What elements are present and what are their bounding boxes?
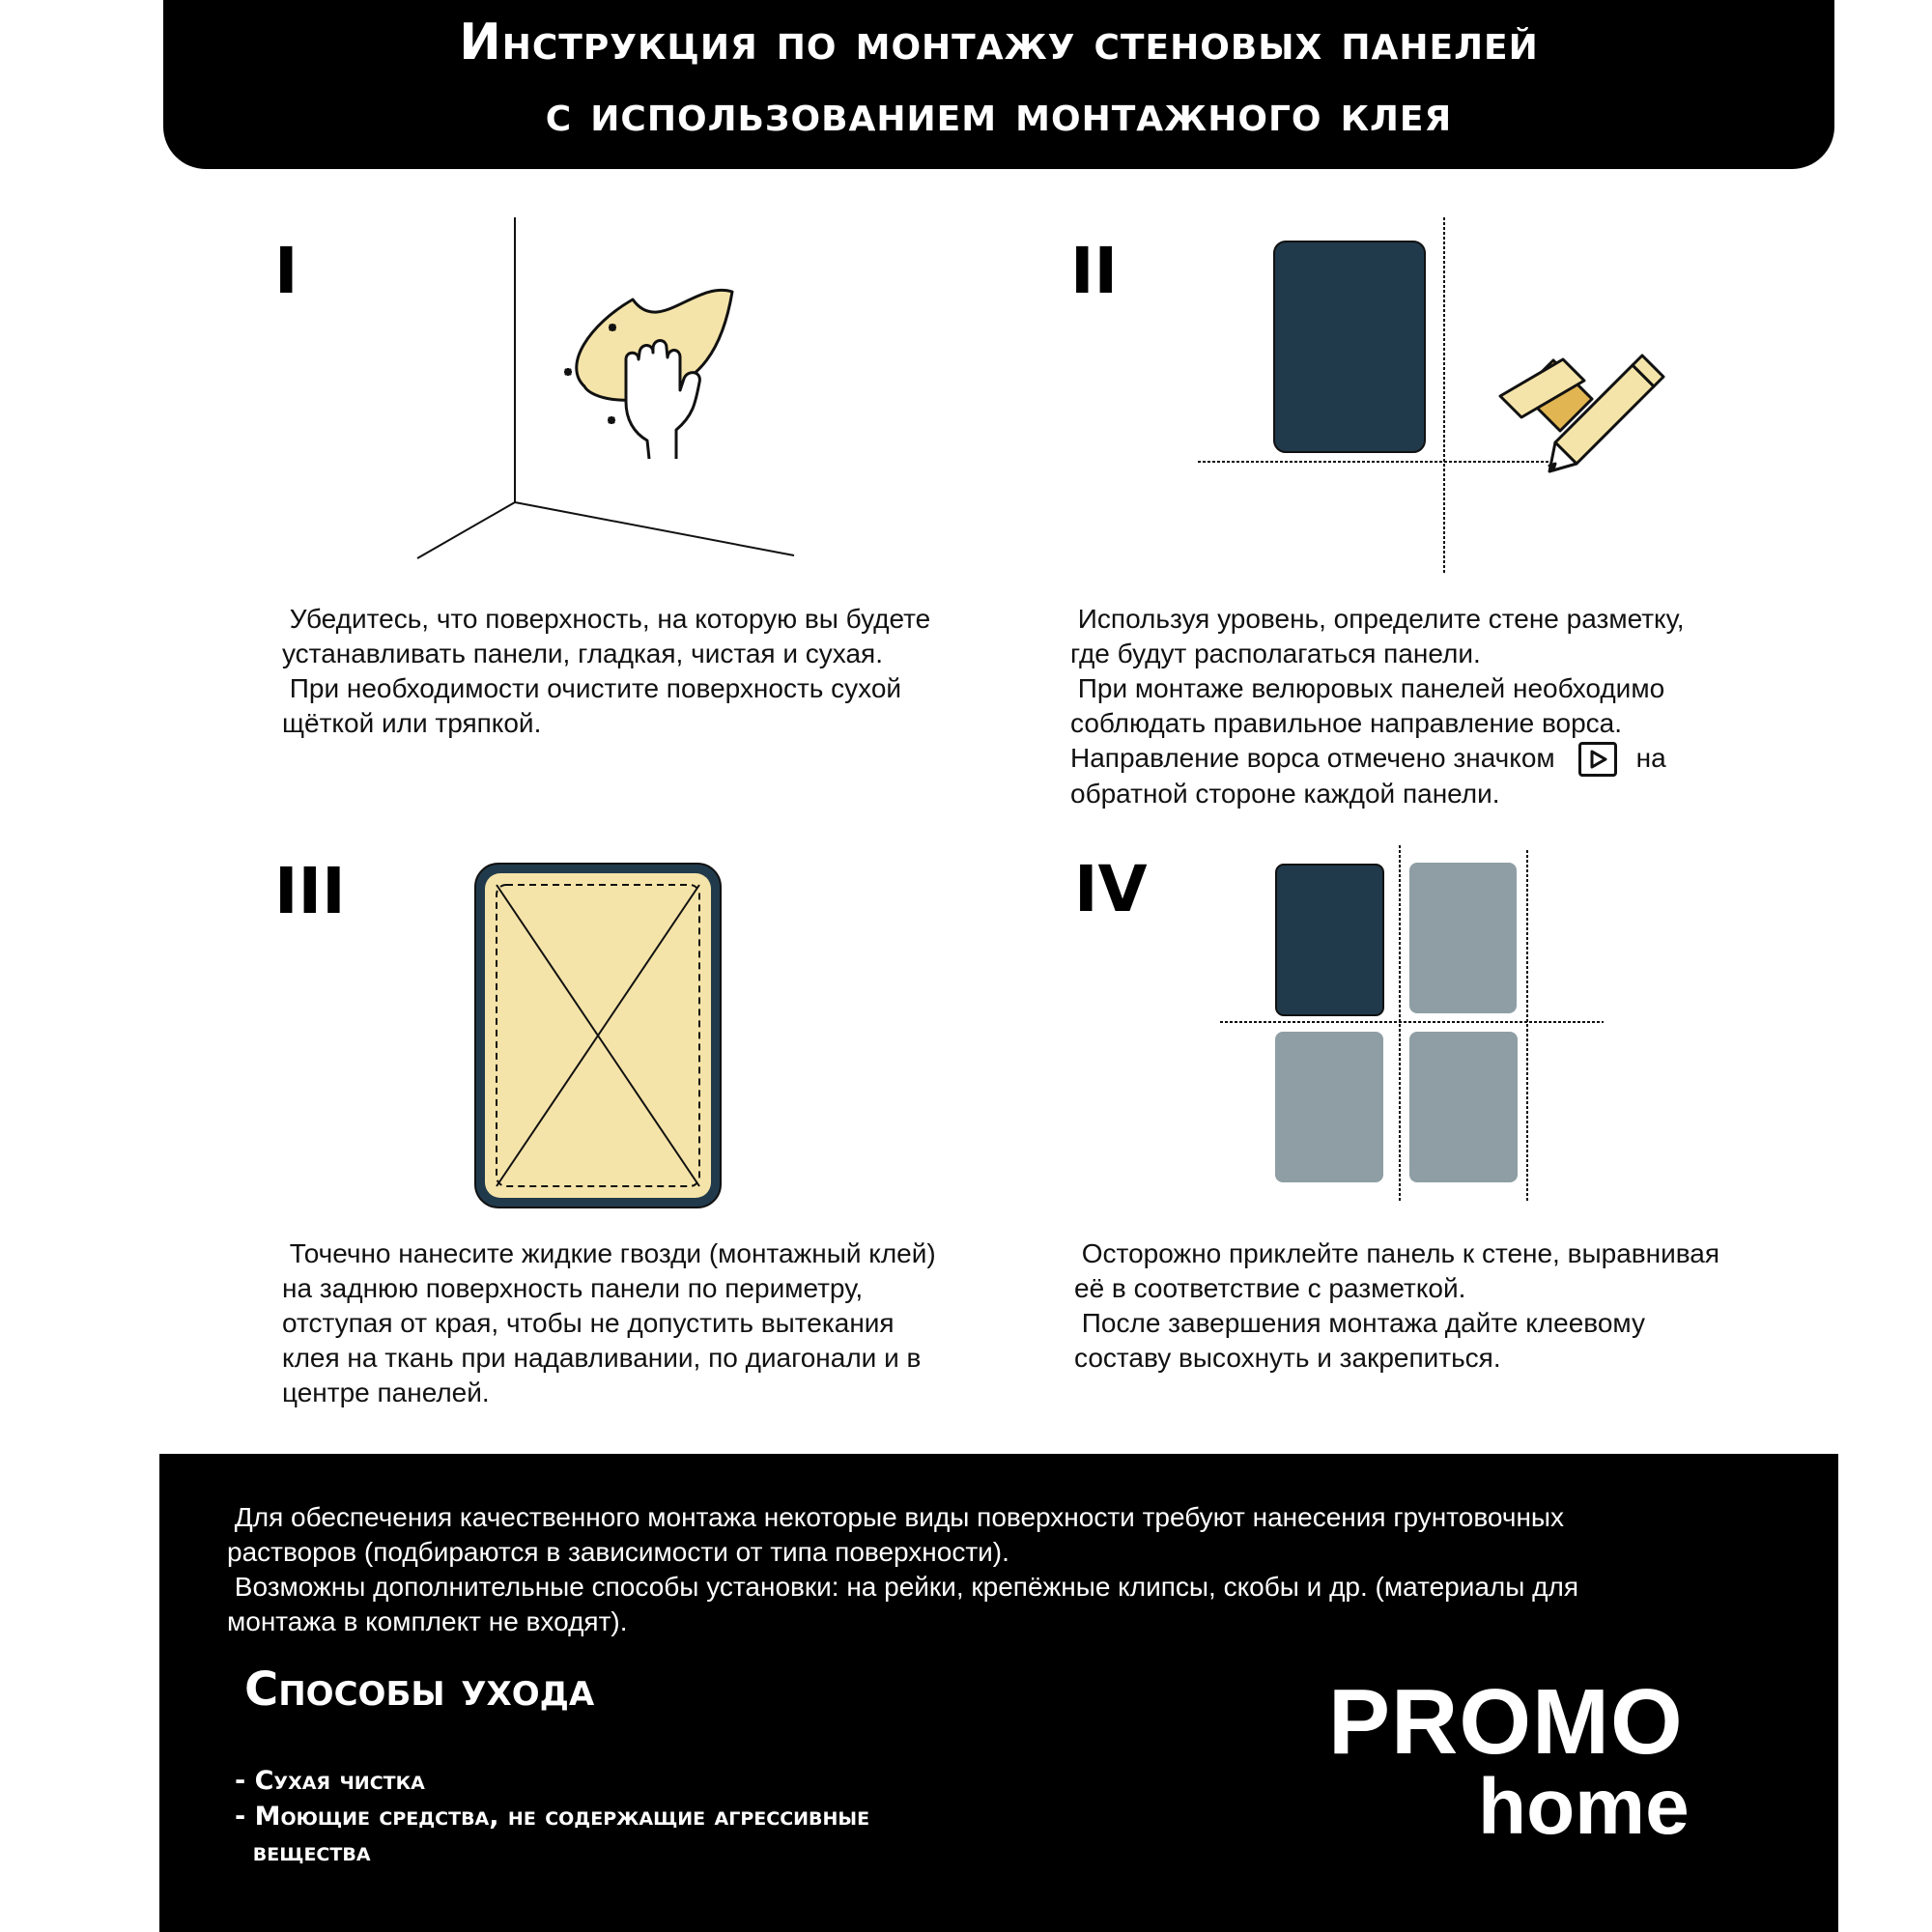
step-1-text: Убедитесь, что поверхность, на которую вы будете устанавливать панели, гладкая, чистая и сухая. При необходимости очистите поверхность сухой щёткой или тряпкой. (282, 604, 931, 738)
footer-panel (159, 1454, 1838, 1932)
pending-panel (1409, 863, 1517, 1013)
header-banner (163, 0, 1834, 169)
cleaning-cloth-icon (577, 290, 732, 459)
brand-logo-home: home (1478, 1763, 1690, 1851)
page-title-line-2: с использованием монтажного клея (545, 85, 1453, 143)
step-3-text: Точечно нанесите жидкие гвозди (монтажный клей) на заднюю поверхность панели по периметру, отступая от края, чтобы не допустить вытекания клея на ткань при надавливании, по диагонали и в центре панелей. (282, 1238, 936, 1407)
pile-direction-icon (1578, 742, 1617, 777)
step-1-numeral: I (274, 234, 298, 308)
step-2-text-tail: на обратной стороне каждой панели. (1070, 743, 1666, 809)
step-2-numeral: II (1070, 234, 1119, 308)
pencil-icon (1549, 355, 1663, 471)
page-title-line-1: Инструкция по монтажу стеновых панелей (459, 14, 1539, 71)
step-2-text (1070, 602, 1685, 811)
step-4-illustration (1217, 840, 1613, 1208)
panel-shape (1274, 242, 1425, 452)
pending-panel (1275, 1032, 1383, 1182)
pending-panel (1409, 1032, 1518, 1182)
step-2-text-main: Используя уровень, определите стене разметку, где будут располагаться панели. При монтаже велюровых панелей необходимо соблюдать правильное направление ворса. Направление ворса отмечено значком (1070, 604, 1685, 773)
installed-panel (1276, 865, 1383, 1015)
step-4-text: Осторожно приклейте панель к стене, выравнивая её в соответствие с разметкой. После завершения монтажа дайте клеевому составу высохнуть и закрепиться. (1074, 1238, 1720, 1373)
care-list (235, 1763, 1104, 1870)
step-3-illustration (471, 860, 723, 1209)
step-2-pencil-overlay (1536, 348, 1662, 473)
step-1-illustration (406, 213, 811, 570)
brand-logo-promo: PROMO (1328, 1670, 1684, 1774)
care-item: - Сухая чистка (235, 1766, 425, 1796)
care-title: Способы ухода (244, 1662, 595, 1717)
step-3-numeral: III (274, 854, 346, 928)
footer-note: Для обеспечения качественного монтажа некоторые виды поверхности требуют нанесения грунтовочных растворов (подбираются в зависимости от типа поверхности). Возможны дополнительные способы установки: на рейки, крепёжные клипсы, скобы и др. (материалы для монтажа в комплект не входят). (227, 1502, 1579, 1636)
step-4-numeral: IV (1074, 852, 1148, 926)
care-item: - Моющие средства, не содержащие агрессивные вещества (235, 1802, 870, 1867)
